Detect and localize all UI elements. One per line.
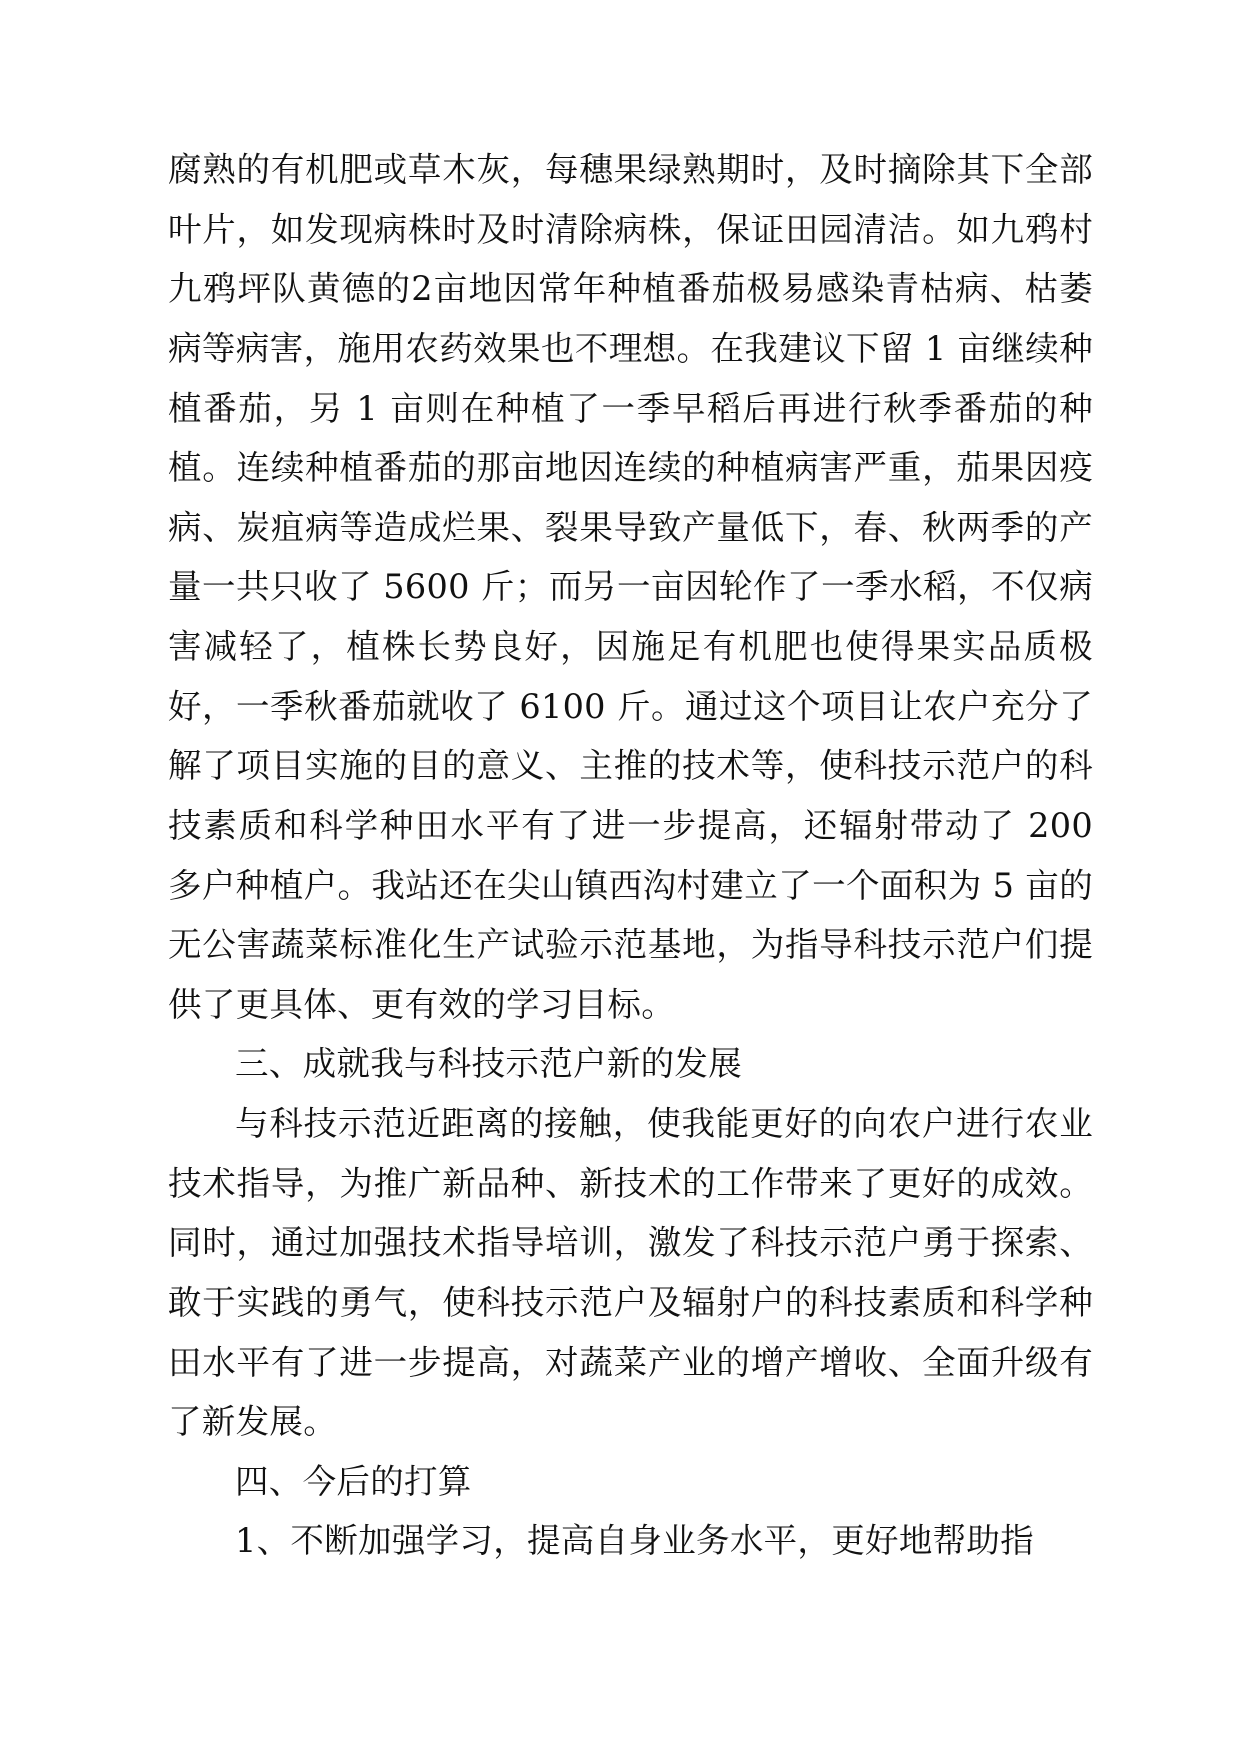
section-heading-three: 三、成就我与科技示范户新的发展 <box>235 1044 742 1084</box>
paragraph-body-1: 腐熟的有机肥或草木灰，每穗果绿熟期时，及时摘除其下全部叶片，如发现病株时及时清除病株，保证田园清洁。如九鸦村九鸦坪队黄德的2亩地因常年种植番茄极易感染青枯病、枯萎病等病害，施用农药效果也不理想。在我建议下留 1 亩继续种植番茄，另 1 亩则在种植了一季早稻后再进行秋季番茄的种植。连续种植番茄的那亩地因连续的种植病害严重，茄果因疫病、炭疽病等造成烂果、裂果导致产量低下，春、秋两季的产量一共只收了 5600 斤；而另一亩因轮作了一季水稻，不仅病害减轻了，植株长势良好，因施足有机肥也使得果实品质极好，一季秋番茄就收了 6100 斤。通过这个项目让农户充分了解了项目实施的目的意义、主推的技术等，使科技示范户的科技素质和科学种田水平有了进一步提高，还辐射带动了 200 多户种植户。我站还在尖山镇西沟村建立了一个面积为 5 亩的无公害蔬菜标准化生产试验示范基地，为指导科技示范户们提供了更具体、更有效的学习目标。 <box>168 150 1093 1024</box>
document-text-body <box>168 140 1093 1571</box>
paragraph-body-2: 与科技示范近距离的接触，使我能更好的向农户进行农业技术指导，为推广新品种、新技术的工作带来了更好的成效。同时，通过加强技术指导培训，激发了科技示范户勇于探索、敢于实践的勇气，使科技示范户及辐射户的科技素质和科学种田水平有了进一步提高，对蔬菜产业的增产增收、全面升级有了新发展。 <box>168 1104 1093 1442</box>
section-heading-four: 四、今后的打算 <box>235 1461 472 1501</box>
paragraph-body-3: 1、不断加强学习，提高自身业务水平，更好地帮助指 <box>235 1521 1035 1561</box>
